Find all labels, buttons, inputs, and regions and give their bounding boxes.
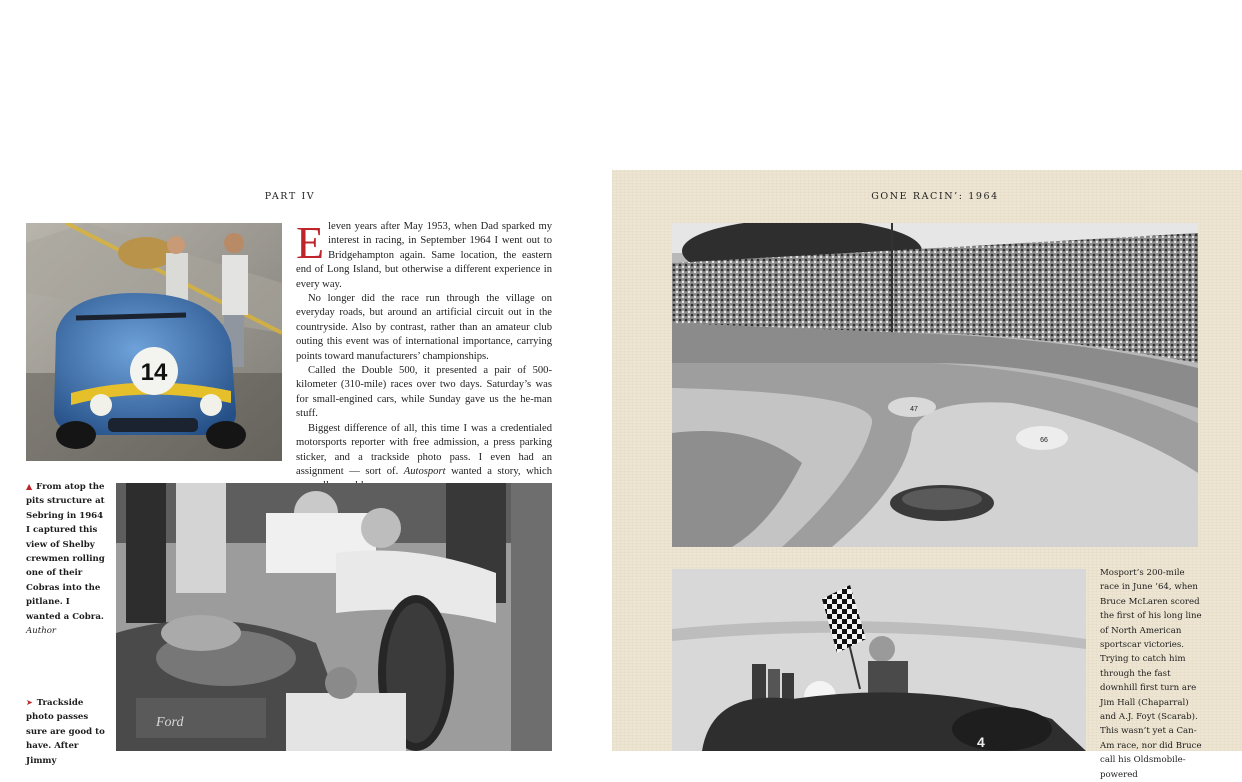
paragraph-3: Called the Double 500, it presented a pair of 500-kilometer (310-mile) races over two days. Saturday’s was for small-engined cars, while Sunday gave us the he-man stuff. (296, 365, 552, 420)
photo-engine-crew (116, 483, 552, 751)
caption-trackside: ➤ Trackside photo passes sure are good to have. After Jimmy (26, 698, 105, 766)
publication-name: Autosport (403, 465, 446, 477)
photo-mosport-turn (672, 223, 1198, 547)
car-number-14: 14 (140, 359, 168, 386)
car-number-66: 66 (1040, 437, 1048, 444)
caption-arrow-icon: ➤ (26, 698, 33, 707)
car-badge-ford: Ford (156, 715, 184, 730)
car-number-47: 47 (910, 406, 918, 413)
paragraph-2: No longer did the race run through the village on everyday roads, but around an artificial circuit out in the countryside. Also by contrast, rather than an amateur club outing this event was of international importance, carrying points toward manufacturers’ championships. (296, 293, 552, 362)
running-head-left: PART IV (264, 191, 316, 202)
caption-arrow-icon: ▲ (26, 482, 33, 491)
photo-cobra-pitlane (26, 223, 282, 461)
caption-mosport: Mosport’s 200-mile race in June ’64, when Bruce McLaren scored the first of his long line of North American sportscar victories. Trying to catch him through the fast downhill first turn are Jim Hall (Chaparral) and A.J. Foyt (Scarab). This wasn’t yet a Can-Am race, nor did Bruce call his Oldsmobile-powered (1100, 568, 1202, 780)
drop-cap: E (296, 217, 325, 268)
paragraph-1: Eleven years after May 1953, when Dad sparked my interest in racing, in September 1964 I went out to Bridgehampton again. Same location, the eastern end of Long Island, but otherwise a different experience in every way. (296, 217, 552, 290)
photo-mclaren-victory (672, 569, 1086, 751)
article-body (296, 217, 552, 494)
caption-sebring: ▲ From atop the pits structure at Sebring in 1964 I captured this view of Shelby crewmen rolling one of their Cobras into the pitlane. I wanted a Cobra. Author (26, 482, 105, 637)
car-number-4: 4 (977, 734, 985, 750)
photo-credit: Author (26, 626, 57, 637)
running-head-right: GONE RACIN’: 1964 (871, 191, 999, 202)
paragraph-4: Biggest difference of all, this time I was a credentialed motorsports reporter with free admission, a press parking sticker, and a trackside photo pass. I even had an assignment — sort of. Autosport wanted a story, which (296, 422, 552, 477)
